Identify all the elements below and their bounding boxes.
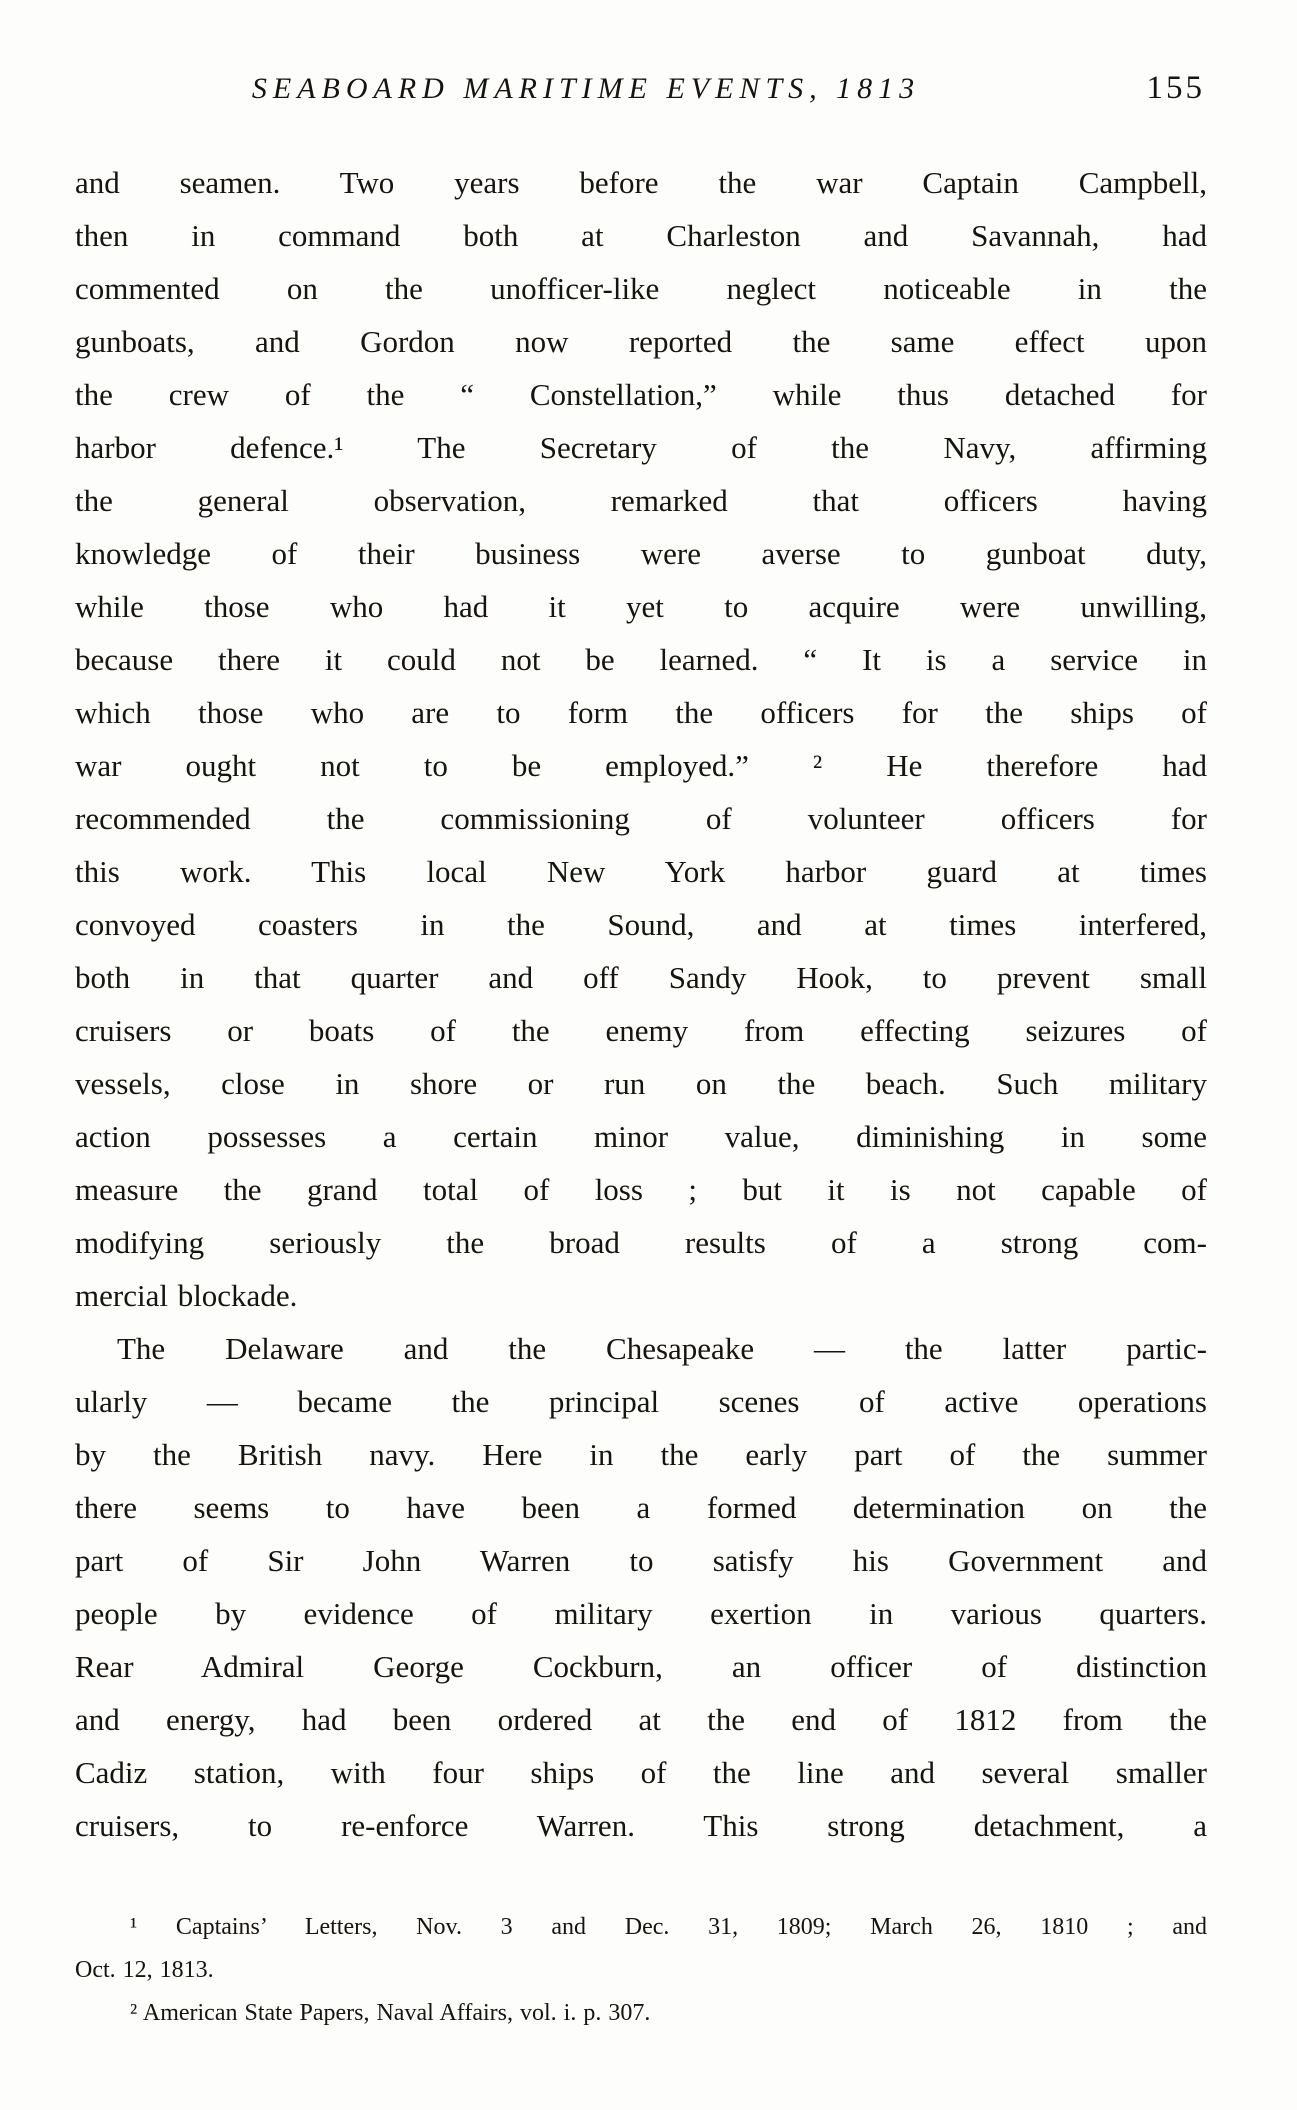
- text-line: harbor defence.¹ The Secretary of the Navy, affirming: [75, 430, 1207, 465]
- text-line: measure the grand total of loss ; but it is not capable of: [75, 1172, 1207, 1207]
- text-line: war ought not to be employed.” ² He therefore had: [75, 748, 1207, 783]
- text-line: the crew of the “ Constellation,” while thus detached for: [75, 377, 1207, 412]
- text-line: there seems to have been a formed determination on the: [75, 1490, 1207, 1525]
- page-number: 155: [1146, 70, 1205, 106]
- text-line: while those who had it yet to acquire were unwilling,: [75, 589, 1207, 624]
- text-line: this work. This local New York harbor guard at times: [75, 854, 1207, 889]
- text-line: mercial blockade.: [75, 1278, 298, 1313]
- text-line: cruisers, to re-enforce Warren. This strong detachment, a: [75, 1808, 1207, 1843]
- text-line: vessels, close in shore or run on the beach. Such military: [75, 1066, 1207, 1101]
- text-line: ularly — became the principal scenes of active operations: [75, 1384, 1207, 1419]
- text-line: and seamen. Two years before the war Captain Campbell,: [75, 165, 1207, 200]
- body-text: [75, 156, 1207, 1852]
- text-line: Cadiz station, with four ships of the line and several smaller: [75, 1755, 1207, 1790]
- footnote: [75, 1992, 1207, 2035]
- running-title: SEABOARD MARITIME EVENTS, 1813: [251, 72, 921, 105]
- text-line: part of Sir John Warren to satisfy his Government and: [75, 1543, 1207, 1578]
- text-line: Rear Admiral George Cockburn, an officer of distinction: [75, 1649, 1207, 1684]
- text-line: action possesses a certain minor value, diminishing in some: [75, 1119, 1207, 1154]
- text-line: Oct. 12, 1813.: [75, 1957, 214, 1983]
- text-line: both in that quarter and off Sandy Hook, to prevent small: [75, 960, 1207, 995]
- text-line: recommended the commissioning of volunteer officers for: [75, 801, 1207, 836]
- text-line: people by evidence of military exertion in various quarters.: [75, 1596, 1207, 1631]
- text-line: and energy, had been ordered at the end of 1812 from the: [75, 1702, 1207, 1737]
- text-line: because there it could not be learned. “ It is a service in: [75, 642, 1207, 677]
- page-header: [75, 72, 1207, 118]
- text-line: which those who are to form the officers for the ships of: [75, 695, 1207, 730]
- paragraph: [75, 156, 1207, 1322]
- text-line: ¹ Captains’ Letters, Nov. 3 and Dec. 31, 1809; March 26, 1810 ; and: [130, 1914, 1207, 1940]
- text-line: The Delaware and the Chesapeake — the latter partic-: [117, 1331, 1207, 1366]
- footnote: [75, 1906, 1207, 1992]
- text-line: the general observation, remarked that officers having: [75, 483, 1207, 518]
- text-line: knowledge of their business were averse to gunboat duty,: [75, 536, 1207, 571]
- text-line: commented on the unofficer-like neglect noticeable in the: [75, 271, 1207, 306]
- text-line: convoyed coasters in the Sound, and at times interfered,: [75, 907, 1207, 942]
- text-line: then in command both at Charleston and Savannah, had: [75, 218, 1207, 253]
- paragraph: [75, 1322, 1207, 1852]
- text-line: modifying seriously the broad results of a strong com-: [75, 1225, 1207, 1260]
- footnotes: [75, 1906, 1207, 2035]
- text-line: by the British navy. Here in the early part of the summer: [75, 1437, 1207, 1472]
- text-line: gunboats, and Gordon now reported the same effect upon: [75, 324, 1207, 359]
- text-line: cruisers or boats of the enemy from effecting seizures of: [75, 1013, 1207, 1048]
- text-line: ² American State Papers, Naval Affairs, vol. i. p. 307.: [130, 2000, 651, 2026]
